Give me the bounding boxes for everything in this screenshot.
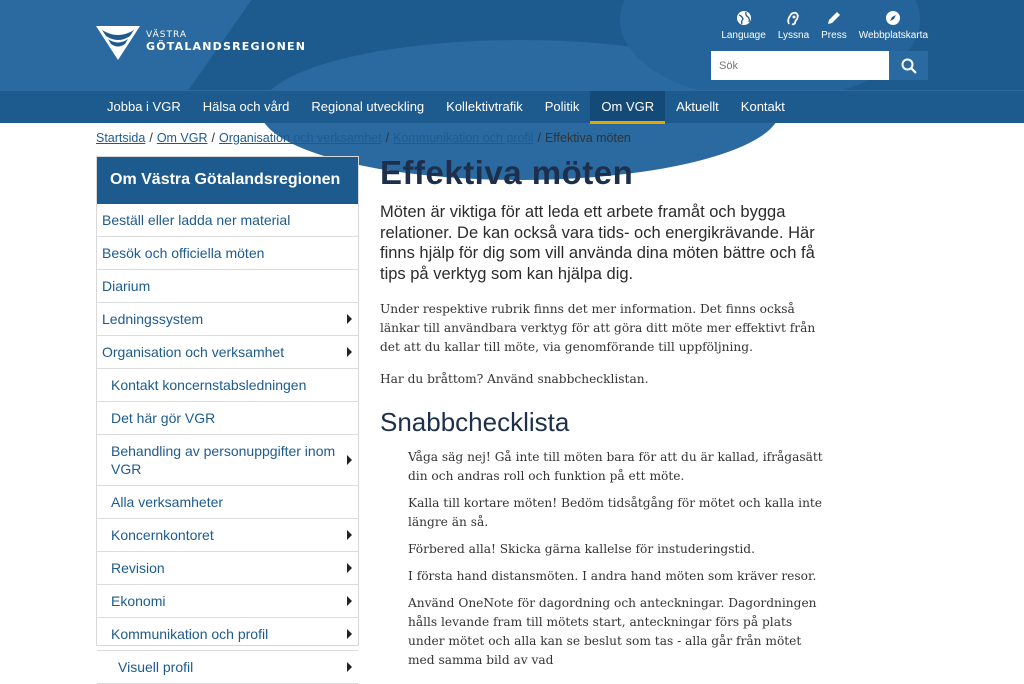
sidebar-item[interactable] [97,237,358,270]
main-content [380,152,830,678]
nav-item-politik[interactable]: Politik [544,99,580,114]
sidebar-title[interactable]: Om Västra Götalandsregionen [97,157,358,204]
press-label: Press [821,30,847,41]
checklist [380,448,830,670]
expand-arrow-icon[interactable] [347,563,352,573]
sidebar-item-label: Kontakt koncernstabsledningen [111,377,307,393]
nav-item-aktuellt[interactable]: Aktuellt [676,99,719,114]
lead-paragraph: Möten är viktiga för att leda ett arbete framåt och bygga relationer. De kan också vara tids- och energikrävande. Här finns hjälp för dig som vill använda dina möten bättre och få tips på verktyg som kan hjälpa dig. [380,203,815,283]
breadcrumb-link[interactable]: Organisation och verksamhet [219,131,382,145]
expand-arrow-icon[interactable] [347,314,352,324]
sitemap-link[interactable] [859,10,928,41]
sidebar-item-label: Alla verksamheter [111,494,224,510]
expand-arrow-icon[interactable] [347,347,352,357]
sidebar-item-label: Besök och officiella möten [102,245,265,261]
sitemap-label: Webbplatskarta [858,30,928,41]
sidebar-item[interactable] [97,336,358,369]
sidebar-item[interactable] [97,519,358,552]
sidebar-item-label: Koncernkontoret [111,527,214,543]
header-tools [721,10,928,41]
expand-arrow-icon[interactable] [347,455,352,465]
compass-icon [885,10,901,26]
sidebar-item[interactable] [97,303,358,336]
body-paragraph: Har du bråttom? Använd snabbchecklistan. [380,371,649,386]
sidebar-item[interactable] [97,585,358,618]
sidebar-item-label: Ledningssystem [102,311,204,327]
globe-icon [736,10,752,26]
breadcrumb-link[interactable]: Kommunikation och profil [393,131,534,145]
sidebar-item[interactable] [97,651,358,684]
search-button[interactable] [889,51,928,80]
checklist-item: I första hand distansmöten. I andra hand möten som kräver resor. [408,568,817,583]
search-input[interactable] [711,51,889,80]
nav-item-jobba[interactable]: Jobba i VGR [107,99,181,114]
checklist-item: Våga säg nej! Gå inte till möten bara för att du är kallad, ifrågasätt din och andras roll och funktion på ett möte. [408,449,823,483]
sidebar-nav [96,156,359,675]
listen-icon [785,10,801,26]
sidebar-item[interactable] [97,435,358,486]
checklist-title: Snabbchecklista [380,406,570,437]
nav-item-kontakt[interactable]: Kontakt [740,99,785,114]
checklist-item: Kalla till kortare möten! Bedöm tidsåtgång för mötet och kalla inte längre än så. [408,495,823,529]
language-label: Language [721,30,766,41]
listen-label: Lyssna [777,30,810,41]
sidebar-item[interactable] [97,204,358,237]
sidebar-item-label: Revision [111,560,165,576]
search-bar [711,51,928,80]
main-nav [0,90,1024,123]
breadcrumb-separator: / [537,131,541,145]
sidebar-item[interactable] [97,270,358,303]
sidebar-item-label: Organisation och verksamhet [102,344,285,360]
breadcrumb-link[interactable]: Startsida [96,131,146,145]
logo-text-line1: VÄSTRA [146,30,187,40]
logo-mark-icon [96,24,140,62]
nav-item-halsa[interactable]: Hälsa och vård [202,99,290,114]
sidebar-item-label: Kommunikation och profil [111,626,269,642]
search-icon [901,58,917,74]
sidebar-item-label: Visuell profil [118,659,194,675]
nav-item-regional[interactable]: Regional utveckling [311,99,425,114]
sidebar-item-label: Diarium [102,278,151,294]
checklist-item: Förbered alla! Skicka gärna kallelse för instuderingstid. [408,541,755,556]
language-link[interactable] [721,10,766,41]
breadcrumb-separator: / [211,131,216,145]
sidebar-item-label: Beställ eller ladda ner material [102,212,291,228]
sidebar-item[interactable] [97,552,358,585]
sidebar-item[interactable] [97,618,358,651]
breadcrumb [96,131,631,145]
breadcrumb-current: Effektiva möten [544,131,631,145]
site-logo[interactable] [96,24,306,62]
sidebar-item-label: Behandling av personuppgifter inom VGR [111,443,336,477]
body-paragraph: Under respektive rubrik finns det mer information. Det finns också länkar till användbara verktyg för att göra ditt möte mer effektivt från det att du kallar till möte, via genomförande till uppföljning. [380,302,816,355]
sidebar-item-label: Det här gör VGR [111,410,216,426]
sidebar-item[interactable] [97,369,358,402]
breadcrumb-separator: / [149,131,153,145]
expand-arrow-icon[interactable] [347,596,352,606]
sidebar-item[interactable] [97,402,358,435]
site-header [0,0,1024,90]
sidebar-item-label: Ekonomi [111,593,166,609]
sidebar-item[interactable] [97,486,358,519]
expand-arrow-icon[interactable] [347,662,352,672]
nav-item-om-vgr[interactable]: Om VGR [590,91,665,124]
nav-item-kollektivtrafik[interactable]: Kollektivtrafik [446,99,523,114]
pencil-icon [826,10,842,26]
breadcrumb-separator: / [385,131,390,145]
expand-arrow-icon[interactable] [347,530,352,540]
press-link[interactable] [821,10,847,41]
breadcrumb-link[interactable]: Om VGR [156,131,208,145]
expand-arrow-icon[interactable] [347,629,352,639]
page-title: Effektiva möten [380,154,634,191]
checklist-item: Använd OneNote för dagordning och anteckningar. Dagordningen hålls levande fram till mötets start, anteckningar förs på plats under mötet och alla kan se beslut som tas - alla går från mötet med samma bild av vad [408,595,817,667]
listen-link[interactable] [778,10,809,41]
logo-text-line2: GÖTALANDSREGIONEN [146,40,307,53]
